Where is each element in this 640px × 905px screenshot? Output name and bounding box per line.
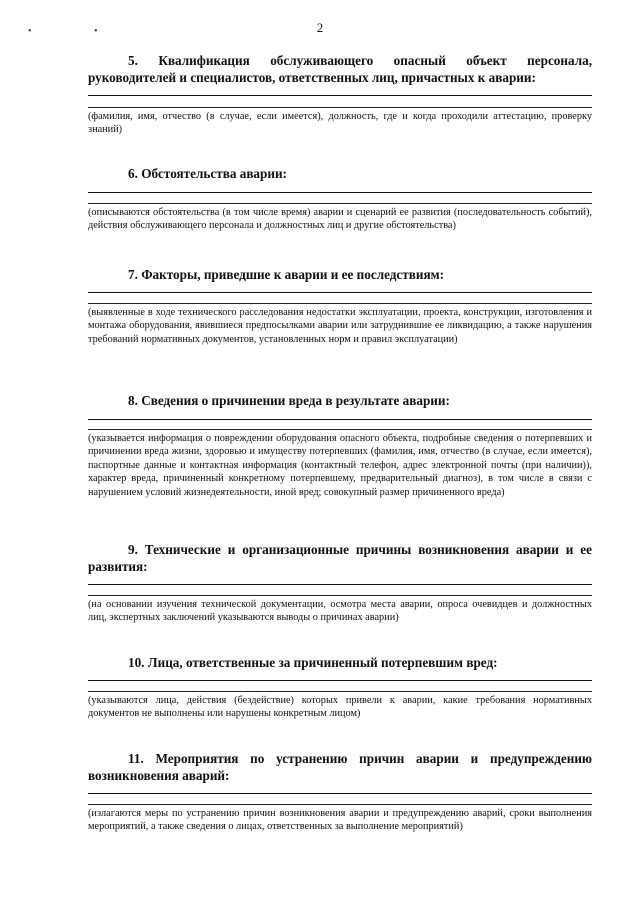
section-10-heading: 10. Лица, ответственные за причиненный потерпевшим вред: [128, 655, 498, 670]
section-7-line-1 [88, 292, 592, 293]
section-9-heading: 9. Технические и организационные причины возникновения аварии и ее развития: [88, 542, 592, 574]
section-6-heading: 6. Обстоятельства аварии: [128, 166, 287, 181]
section-9-note: (на основании изучения технической документации, осмотра места аварии, опроса очевидцев и должностных лиц, экспертных заключений указываются выводы о причинах аварии) [88, 599, 592, 624]
section-7-heading: 7. Факторы, приведшие к аварии и ее последствиям: [128, 267, 444, 282]
section-11 [88, 750, 592, 834]
corner-marks: • • [28, 26, 128, 37]
section-11-heading: 11. Мероприятия по устранению причин аварии и предупреждению возникновения аварий: [88, 751, 592, 783]
section-8-line-1 [88, 419, 592, 420]
section-6 [88, 165, 592, 233]
section-8-line-2 [88, 429, 592, 430]
section-9-line-2 [88, 595, 592, 596]
section-5-note: (фамилия, имя, отчество (в случае, если имеется), должность, где и когда проходили аттестацию, проверку знаний) [88, 111, 592, 136]
section-9 [88, 541, 592, 625]
section-10-line-2 [88, 691, 592, 692]
section-7 [88, 266, 592, 346]
section-5 [88, 52, 592, 137]
section-8-heading: 8. Сведения о причинении вреда в результате аварии: [128, 393, 450, 408]
section-9-line-1 [88, 584, 592, 585]
section-5-heading: 5. Квалификация обслуживающего опасный объект персонала, руководителей и специалистов, ответственных лиц, причастных к аварии: [88, 53, 592, 85]
section-6-line-1 [88, 192, 592, 193]
section-6-line-2 [88, 203, 592, 204]
section-11-note: (излагаются меры по устранению причин возникновения аварии и предупреждению аварий, сроки выполнения мероприятий, а также сведения о лицах, ответственных за выполнение мероприятий) [88, 808, 592, 833]
section-5-line-1 [88, 95, 592, 96]
section-7-note: (выявленные в ходе технического расследования недостатки эксплуатации, проекта, конструкции, изготовления и монтажа оборудования, явившиеся предпосылками аварии или затруднившие ее ликвидацию, а также нарушения требований нормативных документов, установленных норм и правил эксплуатации) [88, 307, 592, 345]
section-11-line-2 [88, 804, 592, 805]
section-7-line-2 [88, 303, 592, 304]
section-5-line-2 [88, 107, 592, 108]
section-8 [88, 392, 592, 499]
section-6-note: (описываются обстоятельства (в том числе время) аварии и сценарий ее развития (последовательность событий), действия обслуживающего персонала и должностных лиц и другие обстоятельства) [88, 207, 592, 232]
section-10-note: (указываются лица, действия (бездействие) которых привели к аварии, какие требования нормативных документов не выполнены или нарушены конкретным лицом) [88, 695, 592, 720]
section-10 [88, 654, 592, 721]
page-number: 2 [316, 20, 324, 35]
section-8-note: (указывается информация о повреждении оборудования опасного объекта, подробные сведения о потерпевших и причинении вреда жизни, здоровью и имуществу потерпевших (фамилия, имя, отчество (в случае, если имеется), паспортные данные и контактная информация (контактный телефон, адрес электронной почты (при наличии)), характер вреда, причиненный конкретному потерпевшему, предварительный диагноз), в том числе в связи с нарушением условий жизнедеятельности, иной вред; совокупный размер причиненного вреда) [88, 433, 592, 498]
section-11-line-1 [88, 793, 592, 794]
section-10-line-1 [88, 680, 592, 681]
